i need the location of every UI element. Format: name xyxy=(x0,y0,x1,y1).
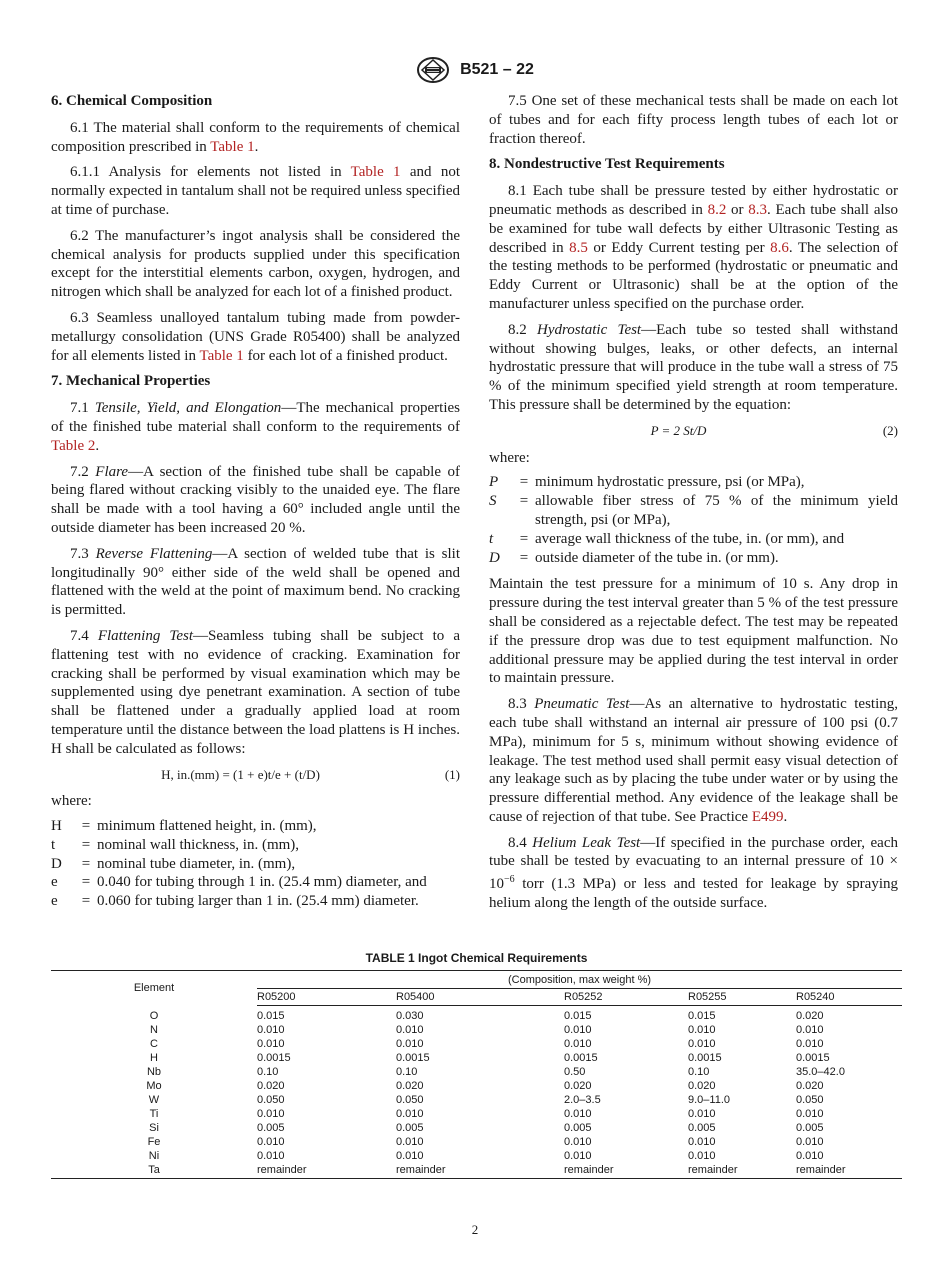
value-cell: 0.020 xyxy=(564,1080,592,1092)
value-cell: 0.030 xyxy=(396,1010,424,1022)
value-cell: 0.010 xyxy=(796,1108,824,1120)
value-cell: 0.10 xyxy=(688,1066,710,1078)
value-cell: 0.050 xyxy=(257,1094,285,1106)
table-row xyxy=(51,1163,902,1179)
value-cell: 0.010 xyxy=(688,1038,716,1050)
table-row xyxy=(51,1006,902,1024)
equation-1-number: (1) xyxy=(444,766,460,782)
element-cell: Ni xyxy=(148,1150,160,1162)
value-cell: 0.0015 xyxy=(396,1052,430,1064)
grade-header: R05252 xyxy=(564,989,688,1006)
paragraph-8-2: 8.2 Hydrostatic Test—Each tube so tested shall withstand without showing bulges, leaks, or other defects, an internal hydrostatic pressure that will produce in the tube wall a stress of 75 % of the minimum specified yield strength at room temperature. This pressure shall be determined by the equation: xyxy=(489,321,899,413)
value-cell: 0.015 xyxy=(688,1010,716,1022)
equation-2-definitions xyxy=(489,473,898,567)
value-cell: 0.020 xyxy=(796,1010,824,1022)
value-cell: 0.010 xyxy=(396,1024,424,1036)
value-cell: 0.10 xyxy=(257,1066,279,1078)
table-1-link[interactable]: Table 1 xyxy=(210,138,255,155)
value-cell: 0.010 xyxy=(688,1108,716,1120)
practice-e499-link[interactable]: E499 xyxy=(751,808,784,825)
equation-1-body: H, in.(mm) = (1 + e)t/e + (t/D) xyxy=(161,766,320,782)
value-cell: 0.0015 xyxy=(688,1052,722,1064)
equation-1-definitions xyxy=(51,817,460,911)
section-7-title: 7. Mechanical Properties xyxy=(51,373,211,390)
element-cell: Nb xyxy=(146,1066,162,1078)
equation-1 xyxy=(51,766,460,785)
table-row xyxy=(51,1051,902,1065)
left-column xyxy=(51,92,460,919)
table-1-title: TABLE 1 Ingot Chemical Requirements xyxy=(365,951,588,965)
table-row xyxy=(51,1093,902,1107)
paragraph-7-4: 7.4 Flattening Test—Seamless tubing shall be subject to a flattening test with no evidence of cracking. Examination for cracking shall be performed by visual examination which may be supplemented using dye penetrant examination. A section of tube shall be flattened under a gradually applied load at room temperature until the distance between the load plattens is H inches. H shall be calculated as follows: xyxy=(51,627,460,757)
value-cell: 0.005 xyxy=(688,1122,716,1134)
element-cell: C xyxy=(150,1038,158,1050)
element-cell: Ta xyxy=(148,1164,160,1176)
value-cell: remainder xyxy=(396,1164,446,1176)
grade-header: R05200 xyxy=(257,989,396,1006)
right-column xyxy=(489,92,898,920)
definition-row: H = minimum flattened height, in. (mm), xyxy=(51,818,317,835)
value-cell: remainder xyxy=(688,1164,738,1176)
value-cell: remainder xyxy=(257,1164,307,1176)
table-1-link[interactable]: Table 1 xyxy=(199,347,244,364)
value-cell: 0.020 xyxy=(257,1080,285,1092)
value-cell: 0.010 xyxy=(396,1150,424,1162)
section-8-3-link[interactable]: 8.3 xyxy=(748,201,768,218)
table-1 xyxy=(51,951,902,1179)
value-cell: 0.005 xyxy=(796,1122,824,1134)
value-cell: 0.010 xyxy=(257,1150,285,1162)
paragraph-maintain-pressure: Maintain the test pressure for a minimum of 10 s. Any drop in pressure during the test interval greater than 5 % of the test pressure shall be considered as a rejectable defect. The test may be repeated if the pressure drop was due to test equipment malfunction. No additional pressure may be applied during the test interval in order to maintain pressure. xyxy=(489,576,898,687)
ingot-chemical-requirements-table xyxy=(51,970,902,1179)
value-cell: 0.010 xyxy=(257,1108,285,1120)
table-row xyxy=(51,1065,902,1079)
table-row xyxy=(51,1023,902,1037)
table-1-link[interactable]: Table 1 xyxy=(350,164,401,181)
value-cell: 0.015 xyxy=(257,1010,285,1022)
standard-designation: B521 – 22 xyxy=(460,61,534,78)
composition-header: (Composition, max weight %) xyxy=(257,971,902,989)
equation-2-number: (2) xyxy=(882,422,898,438)
paragraph-6-1-1: 6.1.1 Analysis for elements not listed in Table 1 and not normally expected in tantalum shall not be required unless specified at time of purchase. xyxy=(51,164,460,218)
value-cell: remainder xyxy=(564,1164,614,1176)
section-8-2-link[interactable]: 8.2 xyxy=(707,201,727,218)
table-2-link[interactable]: Table 2 xyxy=(51,437,96,454)
definition-row: D = nominal tube diameter, in. (mm), xyxy=(51,855,296,872)
definition-row: t = nominal wall thickness, in. (mm), xyxy=(51,836,300,853)
paragraph-8-3: 8.3 Pneumatic Test—As an alternative to hydrostatic testing, each tube shall withstand an internal air pressure of 100 psi (0.7 MPa), minimum for 5 s, minimum without showing evidence of leakage. The test method used shall permit easy visual detection of any leakage such as by placing the tube under water or by using the pressure differential method. Any evidence of the leakage shall be cause of rejection of that tube. See Practice E499. xyxy=(489,696,898,825)
table-row xyxy=(51,1149,902,1163)
grade-header: R05255 xyxy=(688,989,796,1006)
value-cell: 0.010 xyxy=(257,1024,285,1036)
value-cell: 0.010 xyxy=(564,1136,592,1148)
equation-2-body: P = 2 St/D xyxy=(650,422,707,438)
value-cell: 0.50 xyxy=(564,1066,586,1078)
value-cell: 0.020 xyxy=(688,1080,716,1092)
value-cell: 0.10 xyxy=(396,1066,418,1078)
value-cell: 0.005 xyxy=(396,1122,424,1134)
value-cell: 0.010 xyxy=(796,1024,824,1036)
section-8-5-link[interactable]: 8.5 xyxy=(569,239,588,256)
value-cell: 0.010 xyxy=(396,1136,424,1148)
definition-row: D = outside diameter of the tube in. (or mm). xyxy=(489,549,779,566)
section-8-title: 8. Nondestructive Test Requirements xyxy=(489,156,725,173)
element-cell: H xyxy=(150,1052,158,1064)
value-cell: 0.010 xyxy=(564,1024,592,1036)
value-cell: 0.010 xyxy=(688,1024,716,1036)
value-cell: 0.0015 xyxy=(796,1052,830,1064)
value-cell: 0.0015 xyxy=(564,1052,598,1064)
table-row xyxy=(51,1107,902,1121)
element-cell: N xyxy=(150,1024,158,1036)
value-cell: 0.010 xyxy=(564,1150,592,1162)
paragraph-6-2: 6.2 The manufacturer’s ingot analysis shall be considered the chemical analysis for products supplied under this specification except for the interstitial elements carbon, oxygen, hydrogen, and nitrogen which shall be analyzed for each lot of a finished product. xyxy=(51,227,460,301)
where-label: where: xyxy=(489,449,530,466)
table-1-body xyxy=(51,1006,902,1179)
grade-header: R05400 xyxy=(396,989,564,1006)
value-cell: 0.010 xyxy=(257,1136,285,1148)
definition-row: e = 0.040 for tubing through 1 in. (25.4 mm) diameter, and xyxy=(51,874,427,891)
element-cell: Si xyxy=(149,1122,159,1134)
value-cell: 9.0–11.0 xyxy=(688,1094,731,1106)
element-cell: W xyxy=(148,1094,160,1106)
value-cell: 2.0–3.5 xyxy=(564,1094,601,1106)
value-cell: 0.010 xyxy=(796,1136,824,1148)
value-cell: 0.010 xyxy=(796,1038,824,1050)
value-cell: 0.020 xyxy=(796,1080,824,1092)
value-cell: 0.010 xyxy=(564,1038,592,1050)
page-header xyxy=(0,56,950,84)
value-cell: 0.005 xyxy=(257,1122,285,1134)
grade-header: R05240 xyxy=(796,989,902,1006)
definition-row: S = allowable fiber stress of 75 % of the minimum yield strength, psi (or MPa), xyxy=(489,493,898,528)
value-cell: 0.010 xyxy=(688,1136,716,1148)
paragraph-6-3: 6.3 Seamless unalloyed tantalum tubing made from powder-metallurgy consolidation (UNS Grade R05400) shall be analyzed for all elements listed in Table 1 for each lot of a finished product. xyxy=(51,309,460,364)
value-cell: 0.015 xyxy=(564,1010,592,1022)
value-cell: remainder xyxy=(796,1164,846,1176)
paragraph-7-3: 7.3 Reverse Flattening—A section of welded tube that is slit longitudinally 90° either side of the weld shall be opened and flattened with the weld at the point of maximum bend. No cracking is permitted. xyxy=(51,545,460,619)
value-cell: 35.0–42.0 xyxy=(796,1066,845,1078)
definition-row: e = 0.060 for tubing larger than 1 in. (25.4 mm) diameter. xyxy=(51,893,419,910)
table-row xyxy=(51,1079,902,1093)
paragraph-6-1: 6.1 The material shall conform to the requirements of chemical composition prescribed in Table 1. xyxy=(51,119,460,155)
value-cell: 0.010 xyxy=(564,1108,592,1120)
element-cell: Mo xyxy=(146,1080,162,1092)
value-cell: 0.010 xyxy=(796,1150,824,1162)
value-cell: 0.005 xyxy=(564,1122,592,1134)
paragraph-8-4: 8.4 Helium Leak Test—If specified in the purchase order, each tube shall be tested by evacuating to an internal pressure of $10 \times 10^{-6}$ torr (1.3 MPa) or less and tested for leakage by spraying helium along the length of the outside surface. xyxy=(489,834,898,912)
definition-row: P = minimum hydrostatic pressure, psi (or MPa), xyxy=(489,474,805,491)
value-cell: 0.010 xyxy=(257,1038,285,1050)
value-cell: 0.050 xyxy=(796,1094,824,1106)
section-8-6-link[interactable]: 8.6 xyxy=(770,239,789,256)
table-row xyxy=(51,1135,902,1149)
element-cell: O xyxy=(149,1009,159,1022)
value-cell: 0.0015 xyxy=(257,1052,291,1064)
paragraph-7-5: 7.5 One set of these mechanical tests shall be made on each lot of tubes and for each fifty process length tubes of each lot or fraction thereof. xyxy=(489,93,898,147)
table-row xyxy=(51,1121,902,1135)
element-cell: Ti xyxy=(149,1108,159,1120)
element-cell: Fe xyxy=(147,1136,161,1148)
paragraph-7-1: 7.1 Tensile, Yield, and Elongation—The mechanical properties of the finished tube material shall conform to the requirements of Table 2. xyxy=(51,400,461,454)
value-cell: 0.010 xyxy=(396,1038,424,1050)
section-6-title: 6. Chemical Composition xyxy=(51,93,213,109)
paragraph-8-1: 8.1 Each tube shall be pressure tested by either hydrostatic or pneumatic methods as described in 8.2 or 8.3. Each tube shall also be examined for tube wall defects by either Ultrasonic Testing as described in 8.5 or Eddy Current testing per 8.6. The selection of the testing methods to be performed (hydrostatic or pneumatic and Eddy Current or Ultrasonic) shall be at the option of the manufacturer unless specified on the purchase order. xyxy=(489,183,899,312)
definition-row: t = average wall thickness of the tube, in. (or mm), and xyxy=(489,530,845,547)
value-cell: 0.010 xyxy=(396,1108,424,1120)
value-cell: 0.010 xyxy=(688,1150,716,1162)
where-label: where: xyxy=(51,793,92,810)
table-row xyxy=(51,1037,902,1051)
paragraph-7-2: 7.2 Flare—A section of the finished tube shall be capable of being flared without cracking visibly to the unaided eye. The flare shall be made with a tool having a 60° included angle until the outside diameter has been increased 20 %. xyxy=(51,463,461,536)
astm-logo-icon xyxy=(416,56,450,84)
value-cell: 0.020 xyxy=(396,1080,424,1092)
value-cell: 0.050 xyxy=(396,1094,424,1106)
equation-2 xyxy=(489,422,898,441)
element-header: Element xyxy=(133,982,175,995)
page-number: 2 xyxy=(471,1222,479,1237)
